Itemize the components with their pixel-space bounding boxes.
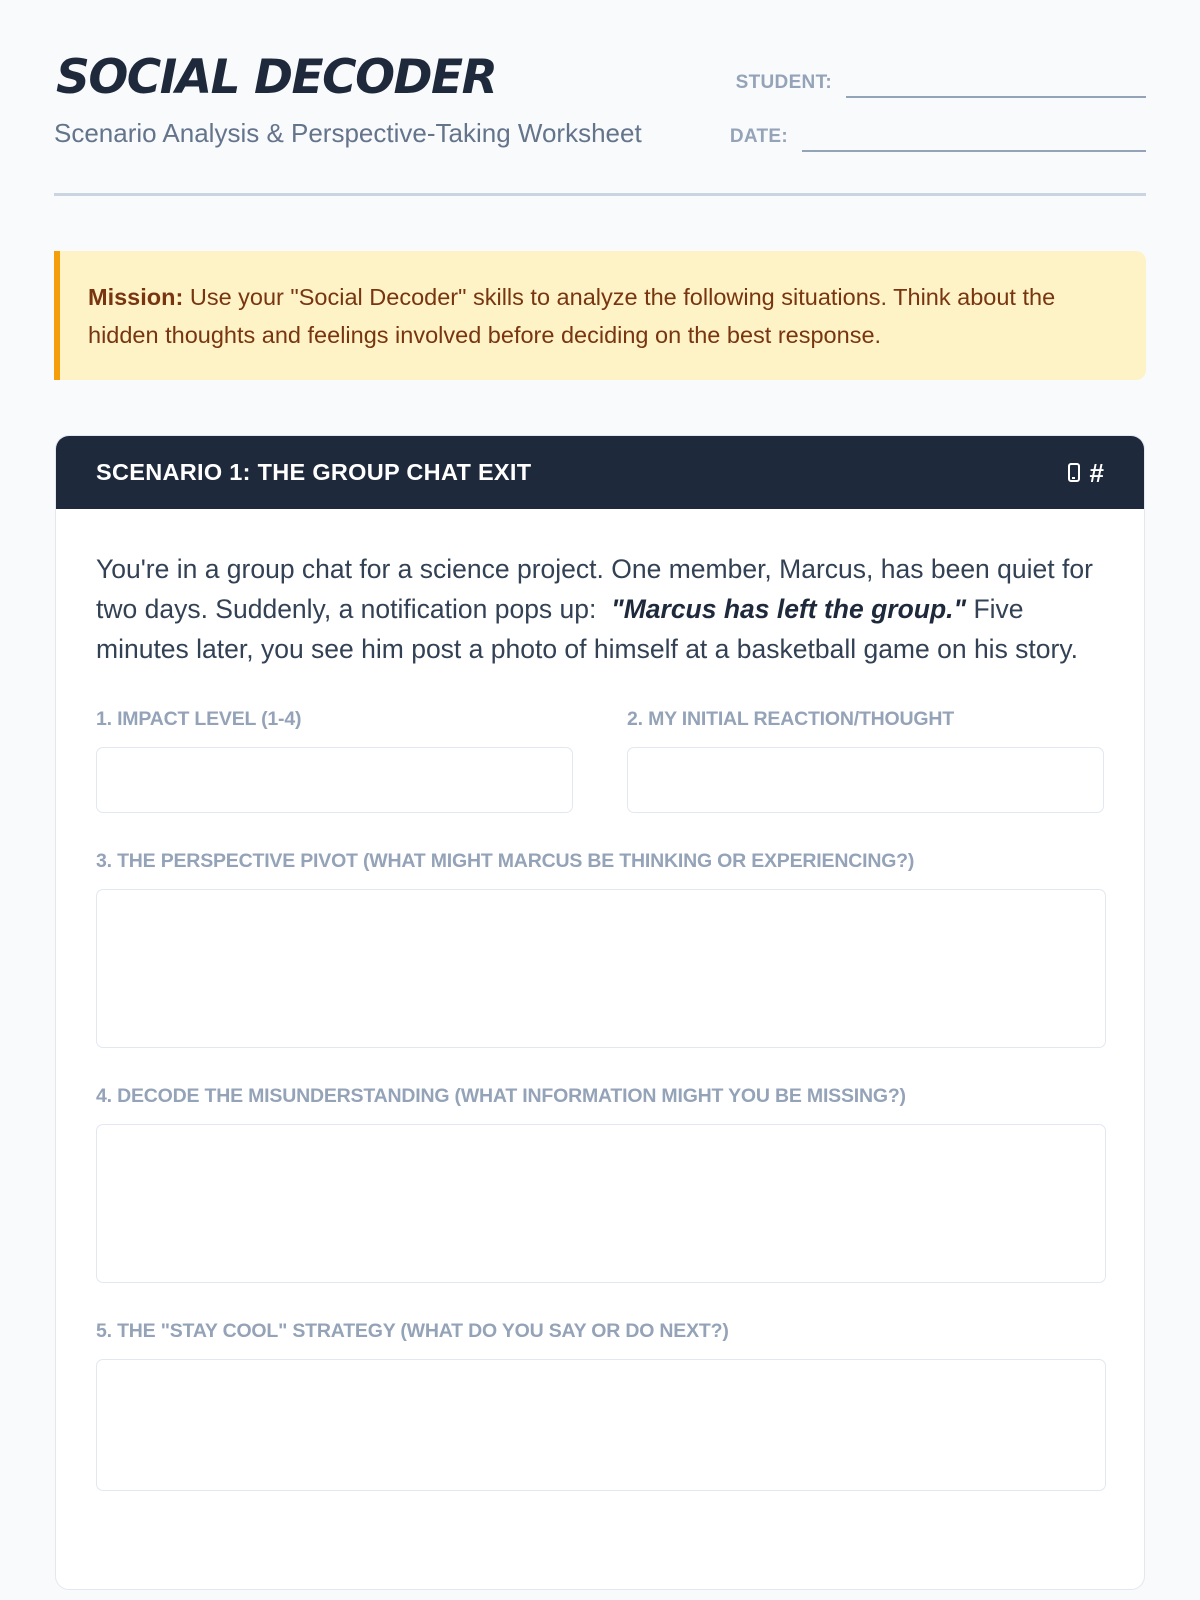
date-label: DATE: bbox=[729, 126, 788, 147]
impact-level-label: 1. IMPACT LEVEL (1-4) bbox=[96, 708, 302, 730]
worksheet-subtitle: Scenario Analysis & Perspective-Taking Worksheet bbox=[54, 118, 642, 148]
stay-cool-strategy-label: 5. THE "STAY COOL" STRATEGY (WHAT DO YOU SAY OR DO NEXT?) bbox=[96, 1320, 729, 1342]
initial-reaction-field bbox=[627, 707, 1104, 813]
date-field bbox=[730, 120, 1146, 152]
scenario-description bbox=[96, 509, 1104, 669]
scenario-body bbox=[56, 509, 1144, 1491]
date-input-line[interactable] bbox=[802, 120, 1146, 152]
phone-icon bbox=[1068, 463, 1080, 482]
mission-callout bbox=[54, 251, 1146, 380]
scenario-quote: "Marcus has left the group." bbox=[611, 594, 967, 624]
student-label: STUDENT: bbox=[735, 72, 832, 93]
student-field bbox=[736, 66, 1146, 98]
worksheet-header bbox=[54, 0, 1146, 196]
perspective-pivot-field bbox=[96, 849, 1104, 1048]
hash-icon: # bbox=[1089, 457, 1104, 488]
scenario-text-after: Five minutes later, you see him post a photo of himself at a basketball game on his story. bbox=[96, 594, 1079, 664]
scenario-title: SCENARIO 1: THE GROUP CHAT EXIT bbox=[96, 459, 532, 485]
decode-misunderstanding-input[interactable] bbox=[96, 1124, 1106, 1283]
mission-label: Mission: bbox=[88, 284, 184, 310]
scenario-text-before: You're in a group chat for a science project. One member, Marcus, has been quiet for two days. Suddenly, a notification pops up: bbox=[96, 554, 1093, 624]
decode-misunderstanding-field bbox=[96, 1084, 1104, 1283]
scenario-card bbox=[55, 435, 1145, 1590]
scenario-icons bbox=[1068, 457, 1104, 488]
scenario-header bbox=[56, 436, 1144, 509]
impact-level-input[interactable] bbox=[96, 747, 573, 813]
student-input-line[interactable] bbox=[846, 66, 1146, 98]
perspective-pivot-label: 3. THE PERSPECTIVE PIVOT (WHAT MIGHT MARCUS BE THINKING OR EXPERIENCING?) bbox=[96, 850, 915, 872]
stay-cool-strategy-input[interactable] bbox=[96, 1359, 1106, 1491]
decode-misunderstanding-label: 4. DECODE THE MISUNDERSTANDING (WHAT INFORMATION MIGHT YOU BE MISSING?) bbox=[96, 1085, 906, 1107]
mission-text: Use your "Social Decoder" skills to analyze the following situations. Think about the hidden thoughts and feelings involved before deciding on the best response. bbox=[88, 284, 1056, 348]
stay-cool-strategy-field bbox=[96, 1319, 1104, 1491]
short-answer-row bbox=[96, 707, 1104, 813]
impact-level-field bbox=[96, 707, 573, 813]
worksheet-title: SOCIAL DECODER bbox=[56, 50, 497, 105]
perspective-pivot-input[interactable] bbox=[96, 889, 1106, 1048]
initial-reaction-input[interactable] bbox=[627, 747, 1104, 813]
initial-reaction-label: 2. MY INITIAL REACTION/THOUGHT bbox=[627, 708, 954, 730]
